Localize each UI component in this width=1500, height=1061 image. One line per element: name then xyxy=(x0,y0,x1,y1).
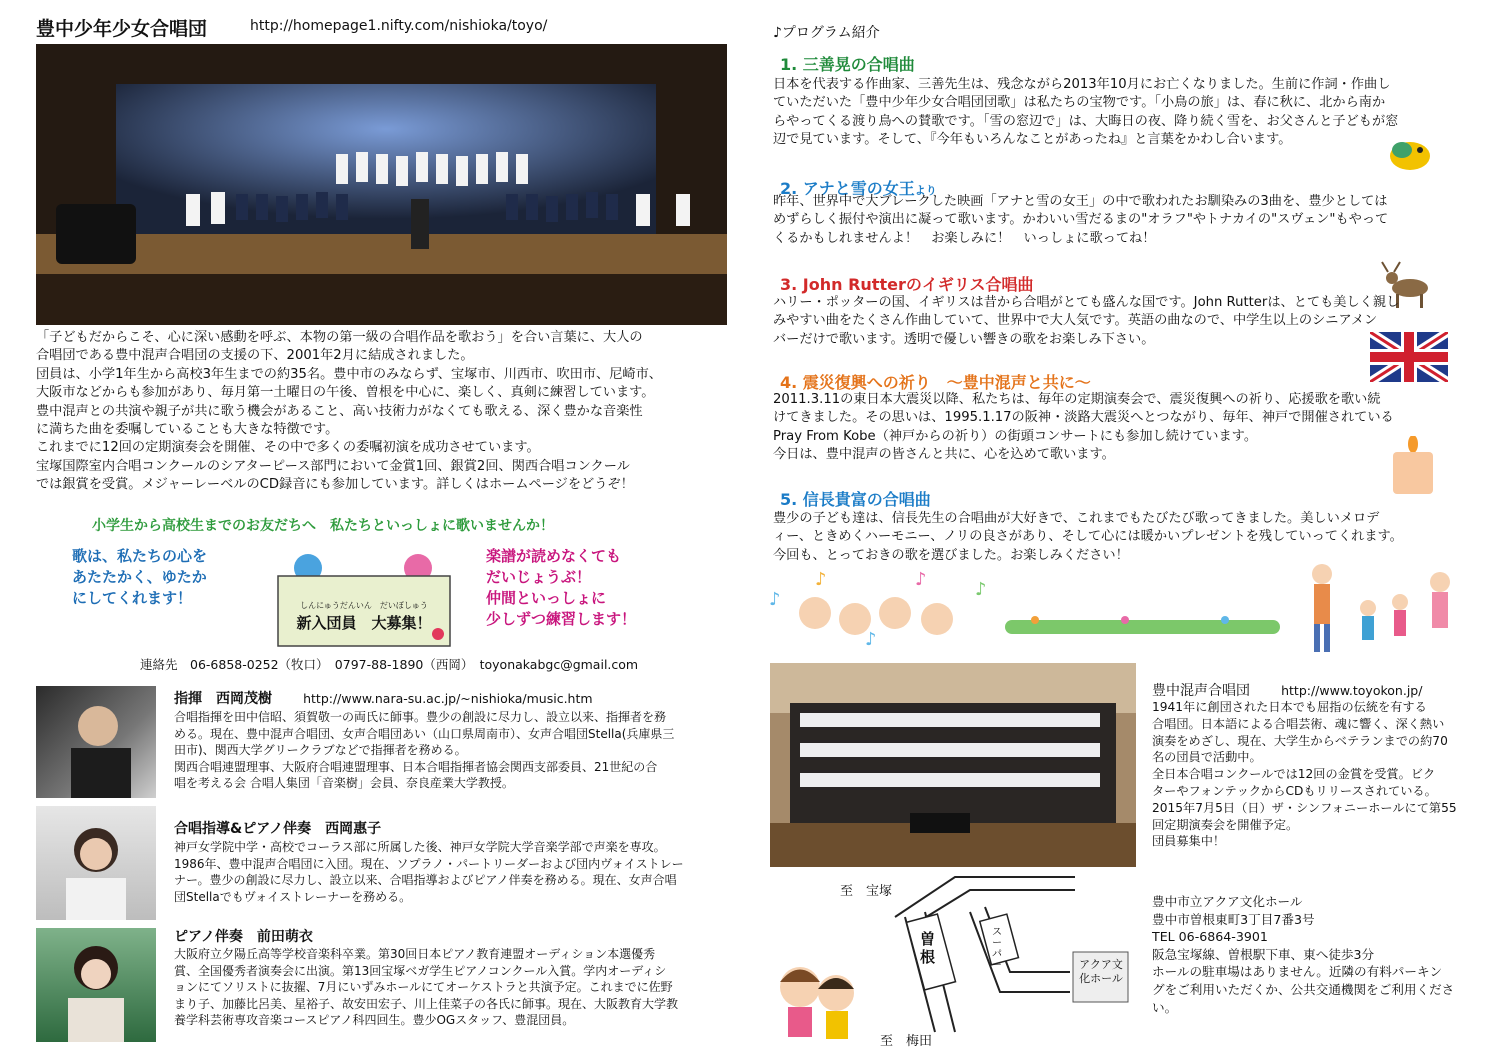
program-heading: ♪プログラム紹介 xyxy=(773,25,880,41)
singing-children-illustration xyxy=(765,565,1005,650)
recruit-banner: 小学生から高校生までのお友だちへ 私たちといっしょに歌いませんか！ xyxy=(92,518,554,534)
bird-icon xyxy=(1380,130,1440,175)
mixed-choir-line: ターやフォンテックからCDもリリースされている。 xyxy=(1152,783,1437,798)
program-section-1-text xyxy=(773,76,1398,150)
program-section-4-title: 4. 震災復興への祈り ～豊中混声と共に～ xyxy=(780,373,1091,392)
program-section-5-title: 5. 信長貴富の合唱曲 xyxy=(780,490,931,509)
bio-vocal-coach-name: 合唱指導&ピアノ伴奏 西岡惠子 xyxy=(174,821,382,837)
intro-line: 宝塚国際室内合唱コンクールのシアターピース部門において金賞1回、銀賞2回、関西合唱コンクール xyxy=(36,458,630,474)
mixed-choir-line: 全日本合唱コンクールでは12回の金賞を受賞。ビク xyxy=(1152,767,1436,782)
venue-line: TEL 06-6864-3901 xyxy=(1152,929,1268,945)
section-line: バーだけで歌います。透明で優しい響きの歌をお楽しみ下さい。 xyxy=(773,331,1155,347)
recruit-left-line: あたたかく、ゆたか xyxy=(72,568,207,586)
section-line: らやってくる渡り鳥への賛歌です。「雪の窓辺で」は、大晦日の夜、降り続く雪を、お父さんと子どもが窓 xyxy=(773,113,1399,129)
recruit-sign-text: 新入団員 大募集！ xyxy=(296,614,432,632)
venue-map xyxy=(770,872,1150,1052)
venue-line: グをご利用いただくか、公共交通機関をご利用くださ xyxy=(1152,981,1455,997)
section-line: みやすい曲をたくさん作曲していて、世界中で大人気です。英語の曲なので、中学生以上のシニアメン xyxy=(773,313,1378,329)
bio-vocal-coach-text xyxy=(174,839,684,905)
section-2-title-text: 2. アナと雪の女王 xyxy=(780,179,915,198)
recruit-right-line: 楽譜が読めなくても xyxy=(486,547,622,565)
choir-url[interactable]: http://homepage1.nifty.com/nishioka/toyo/ xyxy=(250,18,548,34)
intro-line: 団員は、小学1年生から高校3年生までの約35名。豊中市のみならず、宝塚市、川西市、吹田市、尼崎市、 xyxy=(36,366,662,382)
program-section-4-text xyxy=(773,391,1394,465)
bio-line: まり子、加藤比呂美、星裕子、故安田宏子、川上佳菜子の各氏に師事。現在、大阪教育大学教 xyxy=(174,996,679,1011)
mixed-choir-line: 1941年に創団された日本でも屈指の伝統を有する xyxy=(1152,700,1427,714)
intro-line: 「子どもだからこそ、心に深い感動を呼ぶ、本物の第一級の合唱作品を歌おう」を合い言葉に、大人の xyxy=(36,330,643,345)
mixed-choir-url[interactable]: http://www.toyokon.jp/ xyxy=(1281,683,1423,698)
venue-info xyxy=(1152,893,1454,1016)
section-line: めずらしく振付や演出に凝って歌います。かわいい雪だるまの"オラフ"やトナカイの"スヴェン"もやって xyxy=(773,212,1389,228)
recruit-sign-ruby: しんにゅうだんいん だいぼしゅう xyxy=(300,601,428,610)
program-section-3-text xyxy=(773,294,1399,349)
section-line: 昨年、世界中で大ブレークした映画「アナと雪の女王」の中で歌われたお馴染みの3曲を、豊少としては xyxy=(773,194,1388,209)
bio-pianist-text xyxy=(174,946,678,1029)
section-line: ィー、ときめくハーモニー、ノリの良さがあり、そして心には暖かいプレゼントを残していってくれます。 xyxy=(773,529,1403,545)
intro-line: 豊中混声との共演や親子が共に歌う機会があること、高い技術力がなくても歌える、深く豊かな音楽性 xyxy=(36,403,643,419)
svg-text:♪: ♪ xyxy=(815,569,827,590)
intro-line: これまでに12回の定期演奏会を開催、その中で多くの委嘱初演を成功させています。 xyxy=(36,440,540,456)
bio-url[interactable]: http://www.nara-su.ac.jp/~nishioka/music.htm xyxy=(303,691,593,706)
bio-pianist-name: ピアノ伴奏 前田萌衣 xyxy=(174,929,313,945)
svg-text:♪: ♪ xyxy=(865,629,877,650)
mixed-choir-line: 演奏をめざし、現在、大学生からベテランまでの約70 xyxy=(1152,733,1448,748)
bio-line: 田市)、関西大学グリークラブなどで指揮者を務める。 xyxy=(174,743,467,758)
bio-line: 賞、全国優秀者演奏会に出演。第13回宝塚ベガ学生ピアノコンクール入賞。学内オーディシ xyxy=(174,963,667,978)
bio-conductor-text xyxy=(174,709,674,792)
map-label-sone: 曽根 xyxy=(920,930,936,966)
bio-line: 1986年、豊中混声合唱団に入団。現在、ソプラノ・パートリーダーおよび団内ヴォイストレー xyxy=(174,856,684,871)
bio-line: 団Stellaでもヴォイストレーナーを務める。 xyxy=(174,889,412,904)
section-line: けてきました。その思いは、1995.1.17の阪神・淡路大震災へとつながり、毎年、神戸で開催されている xyxy=(773,410,1394,426)
recruit-sign-illustration xyxy=(268,548,460,648)
recruit-right-message xyxy=(486,546,636,630)
mixed-choir-photo xyxy=(770,663,1136,867)
section-2-title-suffix: より xyxy=(914,184,937,197)
svg-text:♪: ♪ xyxy=(769,589,781,610)
svg-text:♪: ♪ xyxy=(915,569,927,590)
venue-line: ホールの駐車場はありません。近隣の有料パーキン xyxy=(1152,964,1443,980)
mixed-choir-line: 団員募集中！ xyxy=(1152,834,1226,849)
bio-line: ョンにてソリストに抜擢、7月にいずみホールにてオーケストラと共演予定。これまでに佐野 xyxy=(174,980,673,995)
conductor-photo xyxy=(36,686,156,798)
venue-line: い。 xyxy=(1152,999,1178,1015)
section-line: 今日は、豊中混声の皆さんと共に、心を込めて歌います。 xyxy=(773,447,1115,463)
section-line: くるかもしれませんよ！ お楽しみに！ いっしょに歌ってね！ xyxy=(773,230,1156,246)
svg-text:♪: ♪ xyxy=(975,579,987,600)
recruit-right-line: 少しずつ練習します！ xyxy=(486,610,637,628)
intro-line: 合唱団である豊中混声合唱団の支援の下、2001年2月に結成されました。 xyxy=(36,348,474,364)
mixed-choir-line: 名の団員で活動中。 xyxy=(1152,750,1262,765)
map-label-hall: アクア文化ホール xyxy=(1079,958,1123,985)
recruit-right-line: だいじょうぶ！ xyxy=(486,568,592,586)
choir-stage-photo xyxy=(36,44,727,325)
section-line: 豊少の子ども達は、信長先生の合唱曲が大好きで、これまでもたびたび歌ってきました。美しいメロデ xyxy=(773,511,1380,526)
bio-line: 大阪府立夕陽丘高等学校音楽科卒業。第30回日本ピアノ教育連盟オーディション本選優秀 xyxy=(174,947,656,961)
choir-name: 豊中少年少女合唱団 xyxy=(36,18,208,40)
family-illustration xyxy=(1290,560,1470,655)
bio-line: 合唱指揮を田中信昭、須賀敬一の両氏に師事。豊少の創設に尽力し、設立以来、指揮者を務 xyxy=(174,710,667,724)
mixed-choir-line: 2015年7月5日（日）ザ・シンフォニーホールにて第55 xyxy=(1152,800,1457,815)
program-section-1-title: 1. 三善晃の合唱曲 xyxy=(780,55,915,74)
bio-line: 神戸女学院中学・高校でコーラス部に所属した後、神戸女学院大学音楽学部で声楽を専攻。 xyxy=(174,840,666,854)
section-line: ていただいた「豊中少年少女合唱団団歌」は私たちの宝物です。「小鳥の旅」は、春に秋に、北から南か xyxy=(773,95,1386,111)
venue-line: 豊中市曽根東町3丁目7番3号 xyxy=(1152,911,1315,927)
venue-line: 阪急宝塚線、曽根駅下車、東へ徒歩3分 xyxy=(1152,946,1375,962)
intro-line: に満ちた曲を委嘱していることも大きな特徴です。 xyxy=(36,422,339,438)
section-line: ハリー・ポッターの国、イギリスは昔から合唱がとても盛んな国です。John Rutterは、とても美しく親し xyxy=(773,295,1400,310)
bio-line: 関西合唱連盟理事、大阪府合唱連盟理事、日本合唱指揮者協会関西支部委員、21世紀の合 xyxy=(174,759,658,774)
recruit-left-line: にしてくれます！ xyxy=(72,589,193,607)
bio-conductor xyxy=(174,688,593,708)
recruit-left-message xyxy=(72,546,207,609)
mixed-choir-header xyxy=(1152,680,1422,700)
bio-name: 指揮 西岡茂樹 xyxy=(174,691,272,707)
choir-intro xyxy=(36,329,662,495)
grass-illustration xyxy=(1005,612,1280,636)
bio-line: ナー。豊少の創設に尽力し、設立以来、合唱指導およびピアノ伴奏を務める。現在、女声合唱 xyxy=(174,873,677,888)
section-line: 2011.3.11の東日本大震災以降、私たちは、毎年の定期演奏会で、震災復興への祈り、応援歌を歌い続 xyxy=(773,392,1381,407)
contact-info: 連絡先 06-6858-0252（牧口） 0797-88-1890（西岡） toyonakabgc@gmail.com xyxy=(140,657,639,672)
mixed-choir-text xyxy=(1152,699,1457,850)
pianist-photo xyxy=(36,928,156,1042)
section-line: 今回も、とっておきの歌を選びました。お楽しみください！ xyxy=(773,547,1129,563)
program-section-2-text xyxy=(773,193,1388,248)
program-section-5-text xyxy=(773,510,1403,565)
candle-icon xyxy=(1388,436,1438,496)
section-line: 日本を代表する作曲家、三善先生は、残念ながら2013年10月にお亡くなりました。生前に作詞・作曲し xyxy=(773,77,1391,92)
intro-line: 大阪市などからも参加があり、毎月第一土曜日の午後、曽根を中心に、楽しく、真剣に練習しています。 xyxy=(36,385,655,401)
venue-line: 豊中市立アクア文化ホール xyxy=(1152,894,1303,909)
map-label-to-umeda: 至 梅田 xyxy=(880,1034,933,1049)
map-children-illustration xyxy=(770,957,865,1042)
section-line: Pray From Kobe（神戸からの祈り）の街頭コンサートにも参加し続けています。 xyxy=(773,428,1258,444)
uk-flag-icon xyxy=(1370,332,1448,382)
bio-line: 唱を考える会 合唱人集団「音楽樹」会員、奈良産業大学教授。 xyxy=(174,776,514,791)
bio-line: 養学科芸術専攻音楽コースピアノ科四回生。豊少OGスタッフ、豊混団員。 xyxy=(174,1013,575,1028)
vocal-coach-photo xyxy=(36,806,156,920)
intro-line: では銀賞を受賞。メジャーレーベルのCD録音にも参加しています。詳しくはホームページをどうぞ！ xyxy=(36,477,634,493)
map-label-supermarket: スーパー xyxy=(992,927,1002,971)
section-line: 辺で見ています。そして、『今年もいろんなことがあったね』と言葉をかわし合います。 xyxy=(773,132,1292,148)
map-label-to-takarazuka: 至 宝塚 xyxy=(840,884,893,899)
recruit-left-line: 歌は、私たちの心を xyxy=(72,547,208,565)
program-section-3-title: 3. John Rutterのイギリス合唱曲 xyxy=(780,275,1034,294)
mixed-choir-line: 回定期演奏会を開催予定。 xyxy=(1152,817,1299,832)
mixed-choir-name: 豊中混声合唱団 xyxy=(1152,683,1250,699)
mixed-choir-line: 合唱団。日本語による合唱芸術、魂に響く、深く熱い xyxy=(1152,716,1445,731)
bio-line: める。現在、豊中混声合唱団、女声合唱団あい（山口県周南市）、女声合唱団Stella(兵庫県三 xyxy=(174,726,675,741)
recruit-right-line: 仲間といっしょに xyxy=(486,589,607,607)
